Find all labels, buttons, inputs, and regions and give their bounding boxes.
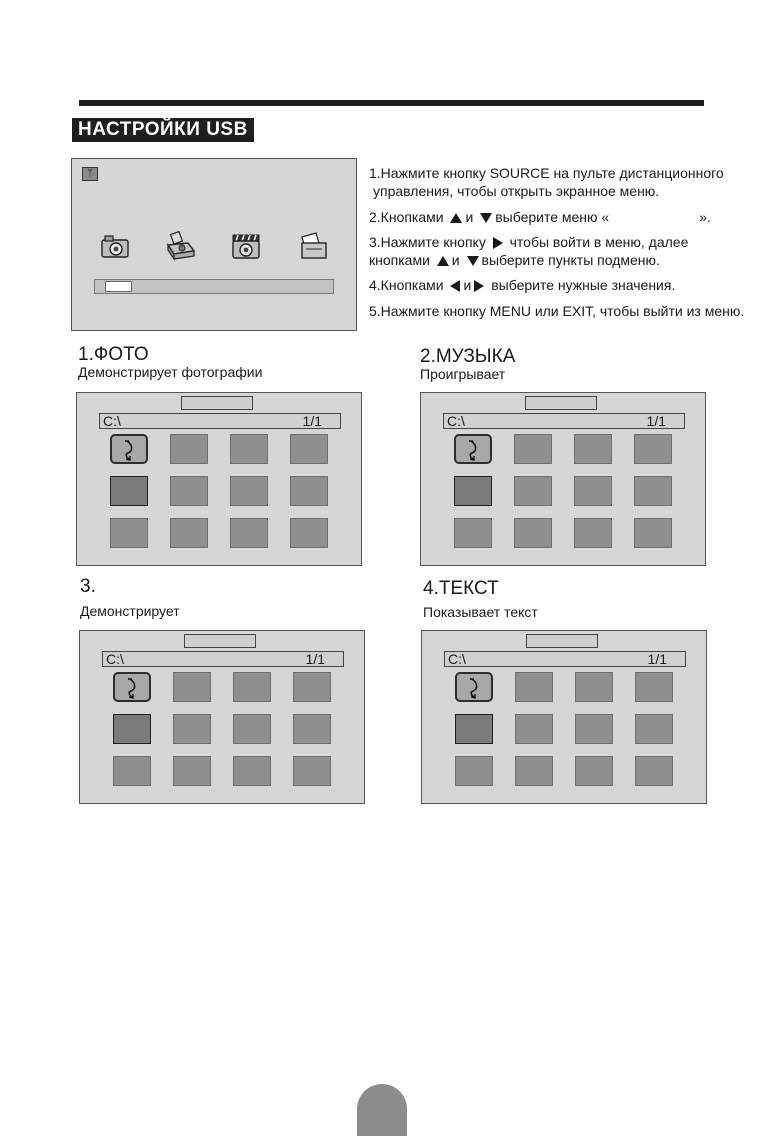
panel-tab[interactable]	[525, 396, 597, 410]
left-arrow-icon	[450, 280, 460, 292]
panel-tab[interactable]	[184, 634, 256, 648]
file-thumbnail[interactable]	[113, 756, 151, 786]
file-thumbnail[interactable]	[575, 756, 613, 786]
file-thumbnail[interactable]	[170, 518, 208, 548]
panel-3-title: 3.	[80, 576, 96, 597]
back-folder-button[interactable]	[113, 672, 151, 702]
file-thumbnail[interactable]	[575, 672, 613, 702]
file-thumbnail[interactable]	[634, 476, 672, 506]
path-bar: C:\ 1/1	[99, 413, 341, 429]
usb-menu-screen	[71, 158, 357, 331]
return-arrow-icon	[466, 677, 482, 699]
text-folder-icon[interactable]	[298, 231, 330, 261]
file-thumbnail[interactable]	[170, 476, 208, 506]
usb-icon: ᛘ	[82, 167, 98, 181]
up-arrow-icon	[437, 256, 449, 266]
file-thumbnail[interactable]	[574, 476, 612, 506]
panel-4-desc: Показывает текст	[423, 604, 538, 620]
file-thumbnail[interactable]	[574, 434, 612, 464]
file-thumbnail[interactable]	[233, 672, 271, 702]
file-thumbnail[interactable]	[230, 518, 268, 548]
instruction-step-2: 2.Кнопками и выберите меню « ».	[369, 209, 711, 225]
top-rule	[79, 100, 704, 106]
instruction-step-5: 5.Нажмите кнопку MENU или EXIT, чтобы выйти из меню.	[369, 303, 745, 319]
back-folder-button[interactable]	[454, 434, 492, 464]
file-thumbnail[interactable]	[170, 434, 208, 464]
file-thumbnail[interactable]	[514, 476, 552, 506]
panel-2-desc: Проигрывает	[420, 366, 506, 382]
section-title: НАСТРОЙКИ USB	[72, 118, 254, 142]
file-thumbnail[interactable]	[230, 476, 268, 506]
panel-4-title: 4.ТЕКСТ	[423, 578, 499, 599]
panel-1-desc: Демонстрирует фотографии	[78, 364, 263, 380]
file-thumbnail[interactable]	[290, 476, 328, 506]
back-folder-button[interactable]	[455, 672, 493, 702]
file-thumbnail[interactable]	[514, 434, 552, 464]
file-thumbnail[interactable]	[173, 714, 211, 744]
panel-tab[interactable]	[526, 634, 598, 648]
path-bar: C:\ 1/1	[444, 651, 686, 667]
panel-2-title: 2.МУЗЫКА	[420, 346, 516, 367]
file-thumbnail[interactable]	[634, 434, 672, 464]
instruction-step-4: 4.Кнопками и выберите нужные значения.	[369, 277, 676, 293]
instruction-step-3-cont: кнопками и выберите пункты подменю.	[369, 252, 660, 268]
music-player-icon[interactable]	[164, 231, 196, 261]
file-thumbnail[interactable]	[635, 672, 673, 702]
file-thumbnail[interactable]	[635, 714, 673, 744]
return-arrow-icon	[124, 677, 140, 699]
file-thumbnail[interactable]	[454, 518, 492, 548]
file-thumbnail-selected[interactable]	[454, 476, 492, 506]
file-thumbnail-selected[interactable]	[455, 714, 493, 744]
file-thumbnail[interactable]	[455, 756, 493, 786]
file-thumbnail[interactable]	[514, 518, 552, 548]
back-folder-button[interactable]	[110, 434, 148, 464]
file-thumbnail[interactable]	[293, 672, 331, 702]
file-thumbnail[interactable]	[515, 714, 553, 744]
file-thumbnail[interactable]	[110, 518, 148, 548]
file-thumbnail[interactable]	[515, 756, 553, 786]
panel-tab[interactable]	[181, 396, 253, 410]
path-bar: C:\ 1/1	[443, 413, 685, 429]
right-arrow-icon	[493, 237, 503, 249]
photo-camera-icon[interactable]	[100, 231, 132, 261]
instruction-step-1-cont: управления, чтобы открыть экранное меню.	[373, 183, 660, 199]
file-thumbnail[interactable]	[173, 756, 211, 786]
instruction-step-1: 1.Нажмите кнопку SOURCE на пульте дистанционного	[369, 165, 724, 181]
down-arrow-icon	[480, 213, 492, 223]
progress-fill	[105, 281, 132, 292]
path-bar: C:\ 1/1	[102, 651, 344, 667]
file-thumbnail[interactable]	[293, 756, 331, 786]
file-browser-panel-movie	[79, 630, 365, 804]
file-thumbnail[interactable]	[173, 672, 211, 702]
file-thumbnail[interactable]	[233, 756, 271, 786]
instruction-step-3: 3.Нажмите кнопку чтобы войти в меню, далее	[369, 234, 689, 250]
file-thumbnail[interactable]	[233, 714, 271, 744]
file-thumbnail[interactable]	[574, 518, 612, 548]
up-arrow-icon	[450, 213, 462, 223]
file-thumbnail-selected[interactable]	[113, 714, 151, 744]
file-thumbnail[interactable]	[230, 434, 268, 464]
page-number-tab	[357, 1084, 407, 1136]
file-browser-panel-text	[421, 630, 707, 804]
file-thumbnail[interactable]	[634, 518, 672, 548]
menu-progress-bar[interactable]	[94, 279, 334, 294]
return-arrow-icon	[121, 439, 137, 461]
file-thumbnail[interactable]	[575, 714, 613, 744]
file-browser-panel-music	[420, 392, 706, 566]
panel-3-desc: Демонстрирует	[80, 603, 180, 619]
down-arrow-icon	[467, 256, 479, 266]
panel-1-title: 1.ФОТО	[78, 344, 149, 365]
file-thumbnail[interactable]	[635, 756, 673, 786]
return-arrow-icon	[465, 439, 481, 461]
file-thumbnail[interactable]	[290, 434, 328, 464]
file-thumbnail[interactable]	[515, 672, 553, 702]
file-thumbnail-selected[interactable]	[110, 476, 148, 506]
file-thumbnail[interactable]	[293, 714, 331, 744]
movie-clapper-icon[interactable]	[230, 231, 262, 261]
file-thumbnail[interactable]	[290, 518, 328, 548]
right-arrow-icon	[474, 280, 484, 292]
file-browser-panel-photo	[76, 392, 362, 566]
